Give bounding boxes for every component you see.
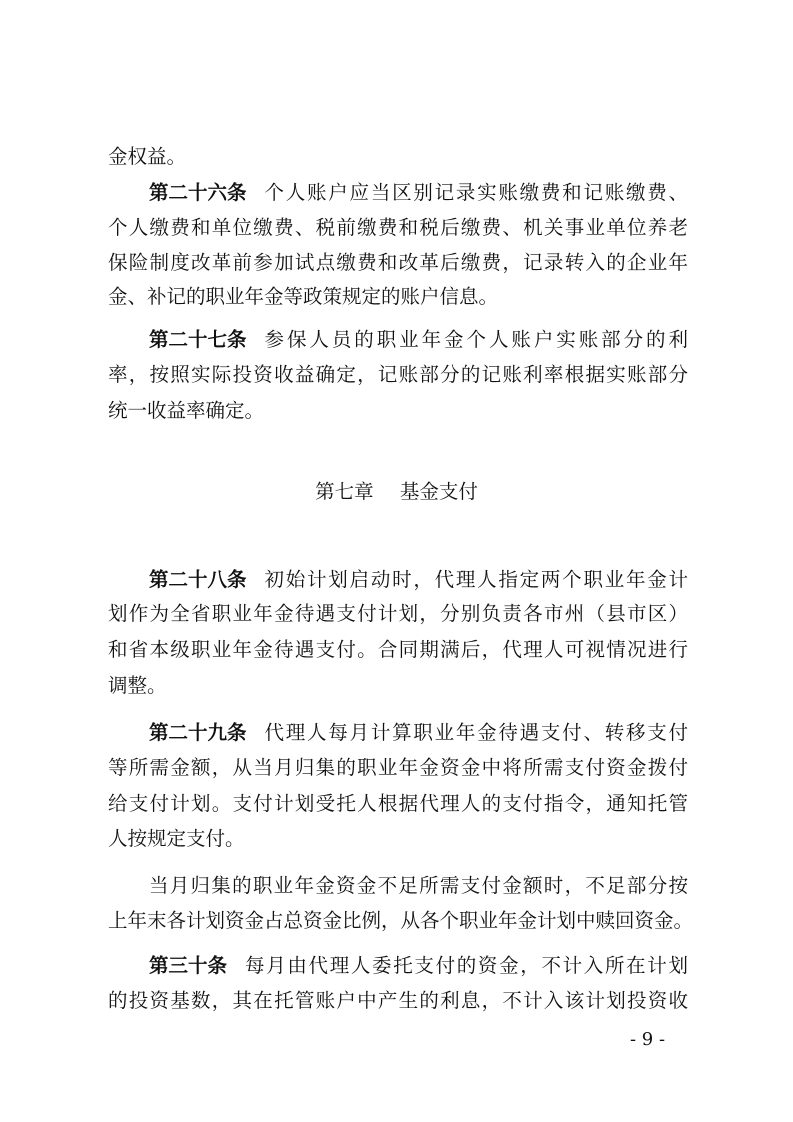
paragraph-first-line — [149, 718, 688, 748]
chapter-number: 第七章 — [315, 480, 374, 503]
paragraph-text: 保险制度改革前参加试点缴费和改革后缴费，记录转入的企业年 — [108, 251, 688, 274]
paragraph-first-line — [149, 871, 688, 901]
paragraph-text: 给支付计划。支付计划受托人根据代理人的支付指令，通知托管 — [108, 792, 688, 815]
paragraph-first-line — [149, 178, 688, 208]
paragraph-first-line — [149, 951, 688, 981]
paragraph-text: 个人缴费和单位缴费、税前缴费和税后缴费、机关事业单位养老 — [108, 216, 688, 239]
paragraph-line — [108, 753, 688, 783]
paragraph-text: 调整。 — [108, 674, 167, 697]
paragraph-line — [108, 906, 694, 936]
article-label: 第二十六条 — [149, 181, 247, 204]
paragraph-line — [108, 671, 688, 701]
article-label: 第二十九条 — [149, 721, 247, 744]
paragraph-text: 金、补记的职业年金等政策规定的账户信息。 — [108, 285, 499, 308]
paragraph-line — [108, 599, 688, 629]
paragraph-line — [108, 248, 688, 278]
paragraph-text: 每月由代理人委托支付的资金，不计入所在计划 — [245, 954, 688, 977]
chapter-title: 基金支付 — [399, 480, 478, 503]
paragraph-line — [108, 213, 688, 243]
paragraph-text: 代理人每月计算职业年金待遇支付、转移支付 — [264, 721, 688, 744]
paragraph-text: 金权益。 — [108, 145, 187, 168]
paragraph-first-line — [149, 325, 688, 355]
paragraph-line — [108, 789, 688, 819]
paragraph-text: 统一收益率确定。 — [108, 399, 265, 422]
article-label: 第二十七条 — [149, 328, 247, 351]
paragraph-text: 的投资基数，其在托管账户中产生的利息，不计入该计划投资收 — [108, 989, 688, 1012]
paragraph-text: 上年末各计划资金占总资金比例，从各个职业年金计划中赎回资金。 — [108, 909, 694, 932]
paragraph-text: 率，按照实际投资收益确定，记账部分的记账利率根据实账部分 — [108, 363, 688, 386]
article-label: 第二十八条 — [149, 568, 247, 591]
paragraph-text: 人按规定支付。 — [108, 827, 245, 850]
paragraph-text: 等所需金额，从当月归集的职业年金资金中将所需支付资金拨付 — [108, 756, 688, 779]
article-label: 第三十条 — [149, 954, 228, 977]
page-number: - 9 - — [630, 1029, 666, 1050]
paragraph-text: 当月归集的职业年金资金不足所需支付金额时，不足部分按 — [149, 874, 688, 897]
paragraph-line — [108, 824, 688, 854]
paragraph-text: 个人账户应当区别记录实账缴费和记账缴费、 — [264, 181, 688, 204]
paragraph-line — [108, 986, 688, 1016]
paragraph-first-line — [149, 565, 688, 595]
paragraph-text: 参保人员的职业年金个人账户实账部分的利 — [264, 328, 688, 351]
paragraph-line — [108, 282, 688, 312]
paragraph-text: 和省本级职业年金待遇支付。合同期满后，代理人可视情况进行 — [108, 638, 688, 661]
paragraph-line — [108, 635, 688, 665]
paragraph-line — [108, 396, 688, 426]
paragraph-first-line — [108, 142, 688, 172]
paragraph-line — [108, 360, 688, 390]
chapter-heading — [0, 477, 793, 507]
paragraph-text: 初始计划启动时，代理人指定两个职业年金计 — [264, 568, 688, 591]
paragraph-text: 划作为全省职业年金待遇支付计划，分别负责各市州（县市区） — [108, 602, 688, 625]
